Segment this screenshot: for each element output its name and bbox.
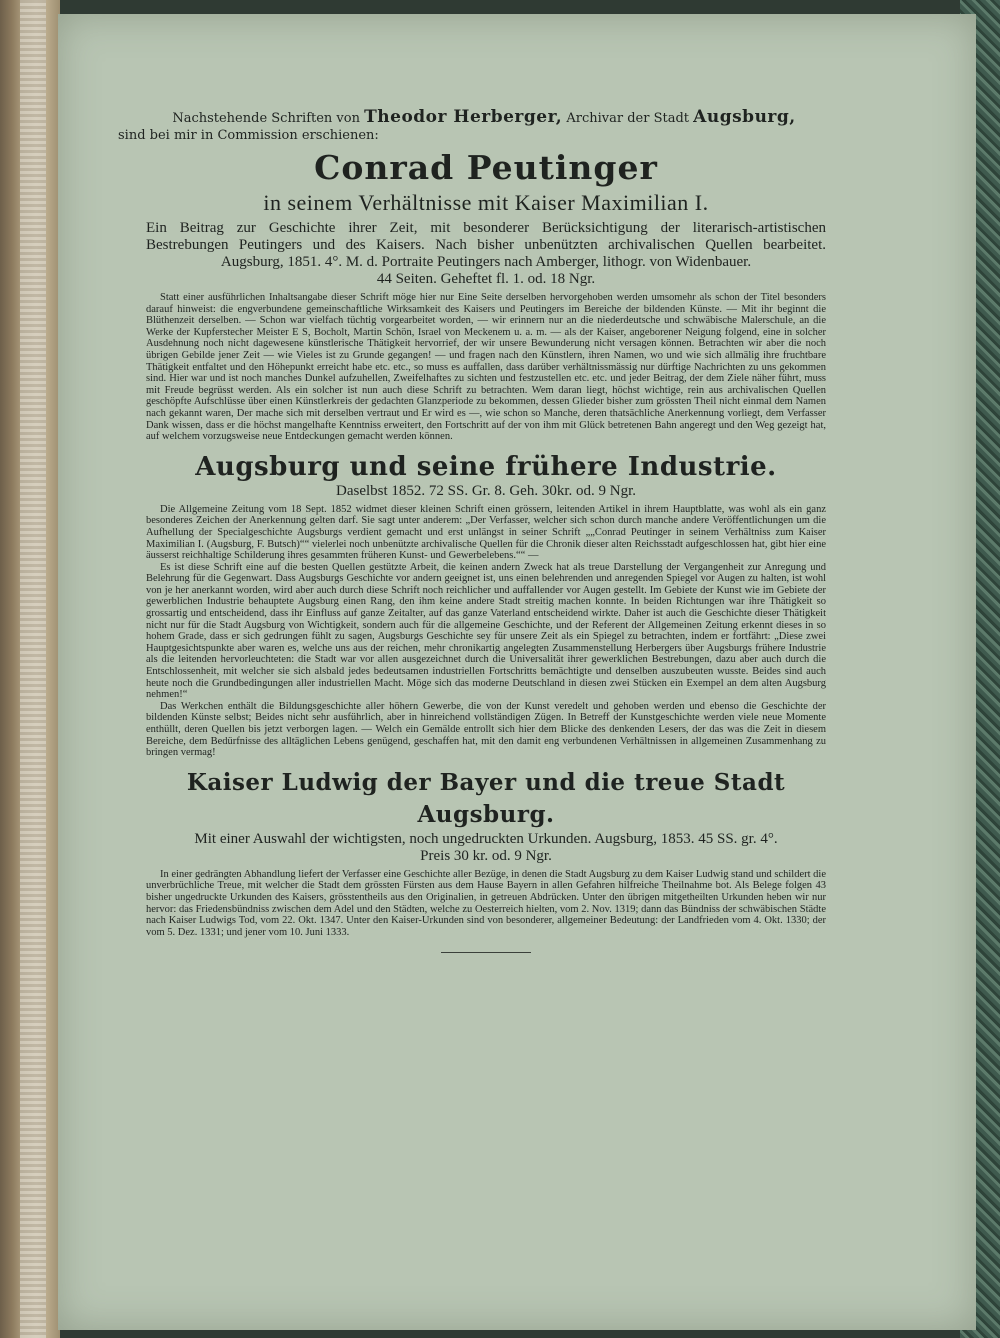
book1-body-paragraph: Statt einer ausführlichen Inhaltsangabe dieser Schrift möge hier nur Eine Seite derselben hervorgehoben werden umsomehr als schon der Titel besonders darauf hinweist: die engverbundene gemeinschaftliche Wirksamkeit des Kaisers und Peutingers im Bereiche der bildenden Künste. — Mit ihr beginnt die Blüthenzeit derselben. — Schon war vielfach tüchtig vorgearbeitet worden, — wir erinnern nur an die niederdeutsche und schwäbische Malerschule, an die Werke der Kupferstecher Meister E S, Bocholt, Martin Schön, Israel von Meckenem u. a. m. — als der Kaiser, angeborener Neigung folgend, eine in solcher Ausdehnung noch nicht dagewesene künstlerische Thätigkeit hervorrief, der wir unsere Bewunderung nicht versagen können. Betrachten wir aber die noch übrigen Gebilde jener Zeit — wie Vieles ist zu Grunde gegangen! — und fragen nach den Künstlern, ihren Namen, wo und wie sich allmälig ihre fruchtbare Thätigkeit entfaltet und den Höhepunkt erreicht habe etc. etc., so muss es auffallen, dass darüber verhältnissmässig nur dürftige Nachrichten zu uns gekommen sind. Hier war und ist noch manches Dunkel aufzuhellen, Zweifelhaftes zu sichten und festzustellen etc. etc. und jeder Beitrag, der dem Ziele näher führt, muss mit Freude begrüsst werden. Als ein solcher ist nun auch diese Schrift zu betrachten. Wem daran liegt, höchst wichtige, rein aus archivalischen Quellen geschöpfte Aufschlüsse über einen Künstlerkreis der gedachten Glanzperiode zu bekommen, dessen Glieder bisher zum grössten Theil nicht einmal dem Namen nach gekannt waren, Der mache sich mit derselben vertraut und Er wird es —, wie schon so Manche, deren thatsächliche Anerkennung vorliegt, dem Verfasser Dank wissen, dass er die höchst mangelhafte Kenntniss erweitert, den Fortschritt auf der von ihm mit Glück betretenen Bahn angeregt und den Weg gezeigt hat, auf welchem vorzugsweise neue Entdeckungen gemacht werden können. <box>146 292 826 443</box>
book2-body <box>146 504 826 759</box>
book2-paragraph-2: Es ist diese Schrift eine auf die besten Quellen gestützte Arbeit, die keinen andern Zweck hat als treue Darstellung der Vergangenheit zur Anregung und Belehrung für die Gegenwart. Dass Augsburgs Geschichte vor andern geeignet ist, uns einen belehrenden und anregenden Spiegel vor Augen zu halten, ist wohl von je her anerkannt worden, wird aber auch durch diese Schrift noch reichlicher und auffallender vor Augen gestellt. Im Gebiete der Kunst wie im Gebiete der gewerblichen Industrie behauptete Augsburg einen Rang, den ihm keine andere Stadt streitig machen konnte. In beiden Richtungen war ihre Thätigkeit so grossartig und entscheidend, dass ihr Einfluss auf ganze Zeitalter, auf das ganze Vaterland entscheidend wirkte. Daher ist auch die Geschichte dieser Thätigkeit nicht nur für die Stadt Augsburg von Wichtigkeit, sondern auch für die allgemeine Geschichte, und der Referent der Allgemeinen Zeitung erkennt dieses in so hohem Grade, dass er sich gedrungen fühlt zu sagen, Augsburgs Geschichte sey für unsere Zeit als ein Spiegel zu betrachten, indem er fortfährt: „Diese zwei Hauptgesichtspunkte aber waren es, welche uns aus der reichen, mehr chronikartig angelegten Zusammenstellung Herbergers über Augsburgs frühere Industrie als die leitenden hervorleuchteten: die Stadt war vor allen ausgezeichnet durch die Universalität ihrer gewerklichen Bestrebungen, dazu aber auch durch die Entschlossenheit, mit welcher sie sich alsbald jedes bedeutsamen industriellen Fortschritts bemächtigte und denselben auszubeuten wusste. Beides sind auch heute noch die Grundbedingungen aller industriellen Macht. Möge sich das moderne Deutschland in diesen zwei Stücken ein Exempel an dem alten Augsburg nehmen!“ <box>146 561 826 701</box>
book1-desc4: 44 Seiten. Geheftet fl. 1. od. 18 Ngr. <box>376 271 596 287</box>
book-spine <box>0 0 60 1338</box>
closing-rule <box>441 952 531 953</box>
book3-body <box>146 869 826 939</box>
book1-title: Conrad Peutinger <box>314 148 658 187</box>
intro-mid: Archivar der Stadt <box>566 111 690 126</box>
city-name: Augsburg, <box>693 107 796 127</box>
book2-title: Augsburg und seine frühere Industrie. <box>195 451 777 482</box>
author-name: Theodor Herberger, <box>364 107 563 127</box>
book3-title: Kaiser Ludwig der Bayer und die treue Stadt Augsburg. <box>186 768 786 828</box>
intro <box>118 107 826 144</box>
spine-binding-strip <box>20 0 46 1338</box>
book2-paragraph-1: Die Allgemeine Zeitung vom 18 Sept. 1852 widmet dieser kleinen Schrift einen grössern, leitenden Artikel in ihrem Hauptblatte, was wohl als ein ganz besonderes Zeichen der Anerkennung gelten darf. Sie sagt unter anderem: „Der Verfasser, welcher sich schon durch manche andere Veröffentlichungen um die Aufhellung der Specialgeschichte Augsburgs verdient gemacht und erst unlängst in seiner Schrift „„Conrad Peutinger in seinem Verhältniss zum Kaiser Maximilian I. (Augsburg, F. Butsch)““ vielerlei noch unbenützte archivalische Quellen für die Chronik dieser alten Reichsstadt aufgeschlossen hat, gibt hier eine äusserst reichhaltige Schilderung ihres gesammten früheren Kunst- und Gewerbelebens.““ — <box>146 503 826 562</box>
intro-line2: sind bei mir in Commission erschienen: <box>118 128 379 143</box>
book1-desc3: Augsburg, 1851. 4°. M. d. Portraite Peutingers nach Amberger, lithogr. von Widenbauer. <box>220 254 752 270</box>
book1-subtitle: in seinem Verhältnisse mit Kaiser Maximilian I. <box>263 190 709 215</box>
book2-paragraph-3: Das Werkchen enthält die Bildungsgeschichte aller höhern Gewerbe, die von der Kunst veredelt und gehoben werden und ebenso die Geschichte der bildenden Künste selbst; Beides nicht sehr ausführlich, aber in hinreichend vollständigen Zügen. In Betreff der Kunstgeschichte werden viele neue Momente enthüllt, deren Quellen bis jetzt verborgen lagen. — Welch ein Gemälde entrollt sich hier dem Blicke des denkenden Lesers, der das was die Zeit in diesem Bereiche, dem Bedürfnisse des alltäglichen Lebens genügend, geschaffen hat, mit den damit eng verbundenen Verhältnissen in allgemeinen Zusammenhang zu bringen vermag! <box>146 700 826 759</box>
page <box>58 14 976 1330</box>
book3-info2: Preis 30 kr. od. 9 Ngr. <box>420 847 552 864</box>
book3-info1: Mit einer Auswahl der wichtigsten, noch ungedruckten Urkunden. Augsburg, 1853. 45 SS. gr. 4°. <box>194 830 778 847</box>
book1-desc1: Ein Beitrag zur Geschichte ihrer Zeit, mit besonderer Berücksichtigung der literarisch-artistischen <box>146 220 826 236</box>
intro-pre: Nachstehende Schriften von <box>172 111 360 126</box>
page-content <box>118 107 826 953</box>
book1-desc2: Bestrebungen Peutingers und des Kaisers. Nach bisher unbenützten archivalischen Quellen bearbeitet. <box>146 237 826 253</box>
book1-body <box>146 292 826 443</box>
book3-body-paragraph: In einer gedrängten Abhandlung liefert der Verfasser eine Geschichte aller Bezüge, in denen die Stadt Augsburg zu dem Kaiser Ludwig stand und schildert die unverbrüchliche Treue, mit welcher die Stadt dem grössten Fürsten aus dem Hause Bayern in allen Gefahren hilfreiche Theilnahme bot. Als Belege folgen 43 bisher ungedruckte Urkunden des Kaisers, grösstentheils aus den Originalien, in getreuen Abdrücken. Unter den übrigen mitgetheilten Urkunden heben wir nur hervor: das Friedensbündniss zwischen dem Adel und den Städten, welche zu Oesterreich hielten, vom 2. Nov. 1319; dann das Bündniss der schwäbischen Städte nach Kaiser Ludwigs Tod, vom 22. Okt. 1347. Unter den Kaiser-Urkunden sind von besonderer, allgemeiner Bedeutung: der Landfrieden vom 4. Okt. 1330; der vom 5. Dez. 1331; und jener vom 10. Juni 1333. <box>146 868 826 938</box>
book2-info: Daselbst 1852. 72 SS. Gr. 8. Geh. 30kr. od. 9 Ngr. <box>336 482 636 499</box>
